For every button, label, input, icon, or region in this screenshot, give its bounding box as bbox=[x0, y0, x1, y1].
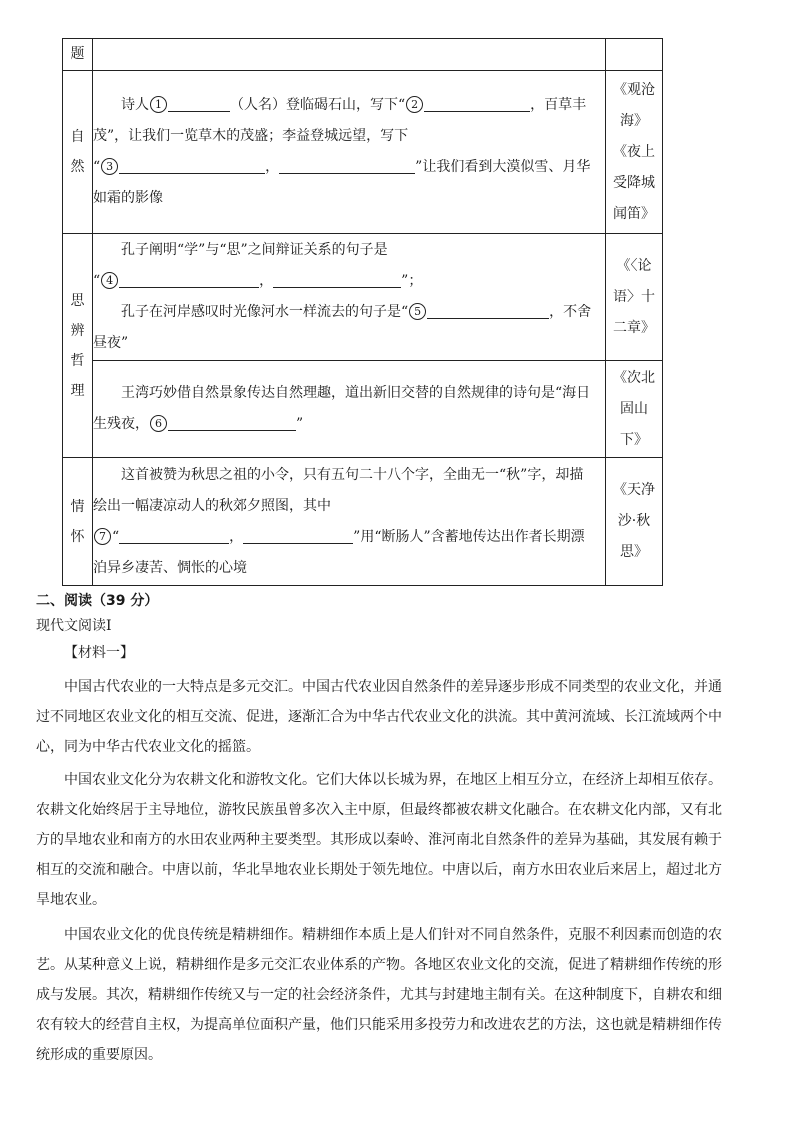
content-line: 孔子在河岸感叹时光像河水一样流去的句子是“ 5 ，不舍 bbox=[93, 297, 605, 328]
content-cell bbox=[93, 458, 606, 586]
content-cell bbox=[93, 361, 606, 458]
blank-number: 2 bbox=[406, 96, 423, 113]
content-line: 如霜的影像 bbox=[93, 190, 163, 206]
source-cell: 《〈论 语〉十 二章》 bbox=[606, 234, 663, 361]
paragraph: 中国农业文化的优良传统是精耕细作。精耕细作本质上是人们针对不同自然条件，克服不利因素而创造的农 艺。从某种意义上说，精耕细作是多元交汇农业体系的产物。各地区农业文化的交流，促进了精耕细作传统的形 成与发展。其次，精耕细作传统又与一定的社会经济条件，尤其与封建地主制有关。在这种制度下，自耕农和细 农有较大的经营自主权，为提高单位面积产量，他们只能采用多投劳力和改进农艺的方法，这也就是精耕细作传 统形成的重要原因。 bbox=[36, 927, 722, 1063]
category-cell bbox=[63, 234, 93, 458]
content-line: 泊异乡凄苦、惆怅的心境 bbox=[93, 559, 247, 576]
content-line: 孔子阐明“学”与“思”之间辩证关系的句子是 bbox=[121, 242, 388, 258]
table-row bbox=[63, 361, 663, 458]
content-line: “ 3 ， ”让我们看到大漠似雪、月华 bbox=[93, 152, 605, 183]
answer-blank[interactable] bbox=[119, 525, 229, 544]
blank-number: 6 bbox=[150, 415, 167, 432]
blank-number: 3 bbox=[101, 158, 118, 175]
answer-blank[interactable] bbox=[427, 300, 549, 319]
content-line: 7 “ ， ”用“断肠人”含蓄地传达出作者长期漂 bbox=[93, 522, 605, 553]
answer-blank[interactable] bbox=[119, 155, 265, 174]
content-line: 生残夜， 6 ” bbox=[93, 409, 605, 440]
section-title: 二、阅读（39 分） bbox=[36, 593, 159, 609]
content-line: 茂”，让我们一览草木的茂盛；李益登城远望，写下 bbox=[93, 128, 409, 144]
content-cell bbox=[93, 234, 606, 361]
table-row bbox=[63, 39, 663, 71]
paragraph: 中国农业文化分为农耕文化和游牧文化。它们大体以长城为界，在地区上相互分立，在经济上却相互依存。 农耕文化始终居于主导地位，游牧民族虽曾多次入主中原，但最终都被农耕文化融合。在农耕文化内部，又有北 方的旱地农业和南方的水田农业两种主要类型。其形成以秦岭、淮河南北自然条件的差异为基础，其发展有赖于 相互的交流和融合。中唐以前，华北旱地农业长期处于领先地位。中唐以后，南方水田农业后来居上，超过北方 旱地农业。 bbox=[36, 772, 722, 908]
table-row bbox=[63, 458, 663, 586]
answer-blank[interactable] bbox=[243, 525, 353, 544]
content-cell bbox=[93, 39, 606, 71]
answer-blank[interactable] bbox=[279, 155, 415, 174]
content-line: 绘出一幅凄凉动人的秋郊夕照图，其中 bbox=[93, 497, 331, 514]
table-row bbox=[63, 234, 663, 361]
answer-blank[interactable] bbox=[119, 269, 259, 288]
source-cell: 《次北 固山 下》 bbox=[606, 361, 663, 458]
content-line: “ 4 ， ”； bbox=[93, 266, 605, 297]
category-label: 思辨哲理 bbox=[70, 292, 85, 399]
fill-in-table bbox=[62, 38, 663, 586]
category-label: 自然 bbox=[70, 129, 85, 175]
category-label: 情怀 bbox=[70, 498, 85, 545]
content-line: 王湾巧妙借自然景象传达自然理趣，道出新旧交替的自然规律的诗句是“海日 bbox=[121, 385, 591, 401]
blank-number: 4 bbox=[101, 272, 118, 289]
answer-blank[interactable] bbox=[273, 269, 401, 288]
answer-blank[interactable] bbox=[424, 93, 530, 112]
category-cell bbox=[63, 458, 93, 586]
content-cell bbox=[93, 71, 606, 234]
paragraph: 中国古代农业的一大特点是多元交汇。中国古代农业因自然条件的差异逐步形成不同类型的农业文化，并通 过不同地区农业文化的相互交流、促进，逐渐汇合为中华古代农业文化的洪流。其中黄河流域、长江流域两个中 心，同为中华古代农业文化的摇篮。 bbox=[36, 679, 722, 755]
content-line: 诗人 1 （人名）登临碣石山，写下“ 2 ，百草丰 bbox=[93, 90, 605, 121]
content-line: 昼夜” bbox=[93, 335, 129, 351]
source-cell: 《天净 沙·秋 思》 bbox=[606, 458, 663, 586]
answer-blank[interactable] bbox=[168, 93, 230, 112]
blank-number: 7 bbox=[94, 528, 111, 545]
category-cell: 题 bbox=[63, 39, 93, 71]
answer-blank[interactable] bbox=[168, 412, 296, 431]
blank-number: 1 bbox=[150, 96, 167, 113]
blank-number: 5 bbox=[409, 303, 426, 320]
section-subtitle: 现代文阅读I bbox=[36, 618, 112, 634]
category-cell bbox=[63, 71, 93, 234]
content-line: 这首被赞为秋思之祖的小令，只有五句二十八个字，全曲无一“秋”字，却描 bbox=[121, 466, 584, 483]
table-row bbox=[63, 71, 663, 234]
source-cell: 《观沧 海》 《夜上 受降城 闻笛》 bbox=[606, 71, 663, 234]
material-label: 【材料一】 bbox=[64, 645, 134, 661]
source-cell bbox=[606, 39, 663, 71]
